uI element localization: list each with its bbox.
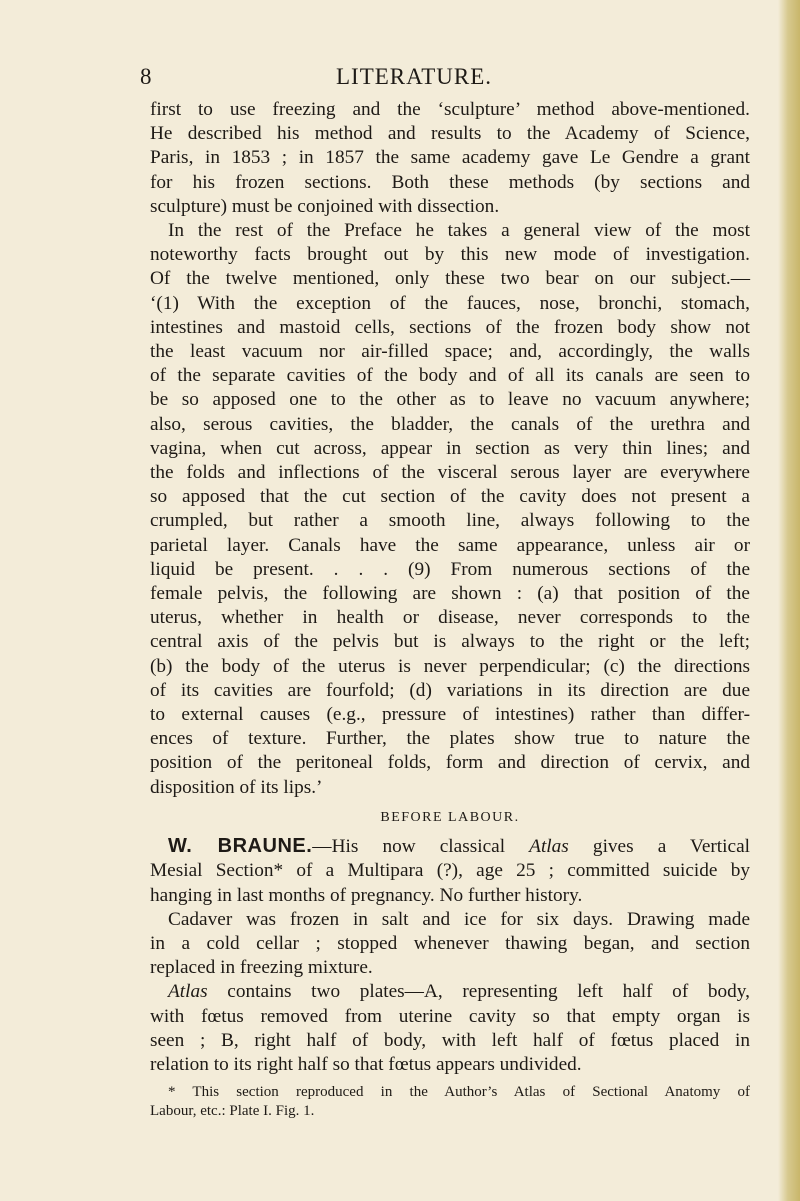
text-line: relation to its right half so that fœtus appears undivided. [150, 1053, 582, 1075]
page-header [140, 58, 750, 98]
text-line: be so apposed one to the other as to leave no vacuum anywhere; [150, 389, 750, 411]
text-line [150, 834, 750, 859]
text-segment: gives a Vertical [592, 836, 750, 858]
text-line: of the separate cavities of the body and of all its canals are seen to [150, 365, 750, 387]
text-line: sculpture) must be conjoined with dissection. [150, 195, 500, 217]
paragraph-5 [150, 980, 750, 1077]
text-line: hanging in last months of pregnancy. No further history. [150, 884, 583, 906]
italic-title: Atlas [529, 836, 569, 858]
text-line: also, serous cavities, the bladder, the canals of the urethra and [150, 413, 750, 435]
text-line: He described his method and results to the Academy of Science, [150, 123, 750, 145]
text-line: with fœtus removed from uterine cavity so that empty organ is [150, 1005, 750, 1027]
text-segment: contains two plates—A, representing left half of body, [227, 981, 751, 1003]
footnote-line: * This section reproduced in the Author’s Atlas of Sectional Anatomy of [168, 1084, 750, 1101]
text-line: in a cold cellar ; stopped whenever thawing began, and section [150, 932, 750, 954]
text-line: position of the peritoneal folds, form and direction of cervix, and [150, 752, 750, 774]
text-line: liquid be present. . . . (9) From numerous sections of the [150, 558, 750, 580]
text-segment: —His now classical [312, 836, 506, 858]
text-line: crumpled, but rather a smooth line, always following to the [150, 510, 750, 532]
text-line: the least vacuum nor air-filled space; and, accordingly, the walls [150, 341, 750, 363]
paragraph-1 [150, 98, 750, 219]
author-name: W. BRAUNE. [168, 835, 313, 858]
text-line: so apposed that the cut section of the cavity does not present a [150, 486, 750, 508]
text-line: seen ; B, right half of body, with left half of fœtus placed in [150, 1029, 750, 1051]
footnote-line: Labour, etc.: Plate I. Fig. 1. [150, 1103, 315, 1120]
text-line: ences of texture. Further, the plates show true to nature the [150, 728, 750, 750]
italic-title: Atlas [168, 981, 208, 1003]
text-line: Cadaver was frozen in salt and ice for six days. Drawing made [168, 908, 750, 930]
text-line: first to use freezing and the ‘sculpture’ method above-mentioned. [150, 99, 750, 120]
text-line: of its cavities are fourfold; (d) variations in its direction are due [150, 679, 750, 701]
text-line: vagina, when cut across, appear in section as very thin lines; and [150, 437, 750, 459]
text-line: replaced in freezing mixture. [150, 957, 373, 979]
page-edge-shading [778, 0, 800, 1201]
text-line: intestines and mastoid cells, sections of the frozen body show not [150, 316, 750, 338]
text-line: (b) the body of the uterus is never perpendicular; (c) the directions [150, 655, 750, 677]
section-heading: BEFORE LABOUR. [380, 809, 520, 825]
text-line: for his frozen sections. Both these methods (by sections and [150, 171, 750, 193]
page-number: 8 [140, 64, 153, 89]
footnote [150, 1083, 750, 1121]
body-text [150, 98, 750, 1121]
text-line: ‘(1) With the exception of the fauces, nose, bronchi, stomach, [150, 292, 750, 314]
book-page [140, 58, 751, 1121]
text-line: female pelvis, the following are shown : (a) that position of the [150, 583, 750, 605]
text-line: central axis of the pelvis but is always to the right or the left; [150, 631, 750, 653]
paragraph-2 [150, 219, 750, 800]
text-line: the folds and inflections of the visceral serous layer are everywhere [150, 462, 750, 484]
text-line: Of the twelve mentioned, only these two bear on our subject.— [150, 268, 750, 290]
text-line: Mesial Section* of a Multipara (?), age 25 ; committed suicide by [150, 860, 750, 882]
text-line: uterus, whether in health or disease, never corresponds to the [150, 607, 750, 629]
paragraph-4 [150, 908, 750, 981]
text-line: to external causes (e.g., pressure of intestines) rather than differ- [150, 704, 750, 726]
text-line [150, 980, 750, 1004]
text-line: In the rest of the Preface he takes a general view of the most [168, 220, 750, 242]
running-head: LITERATURE. [336, 64, 493, 89]
text-line: parietal layer. Canals have the same appearance, unless air or [150, 534, 750, 556]
text-line: noteworthy facts brought out by this new mode of investigation. [150, 244, 750, 266]
text-line: Paris, in 1853 ; in 1857 the same academy gave Le Gendre a grant [150, 147, 750, 169]
paragraph-3 [150, 834, 750, 908]
text-line: disposition of its lips.’ [150, 776, 323, 798]
